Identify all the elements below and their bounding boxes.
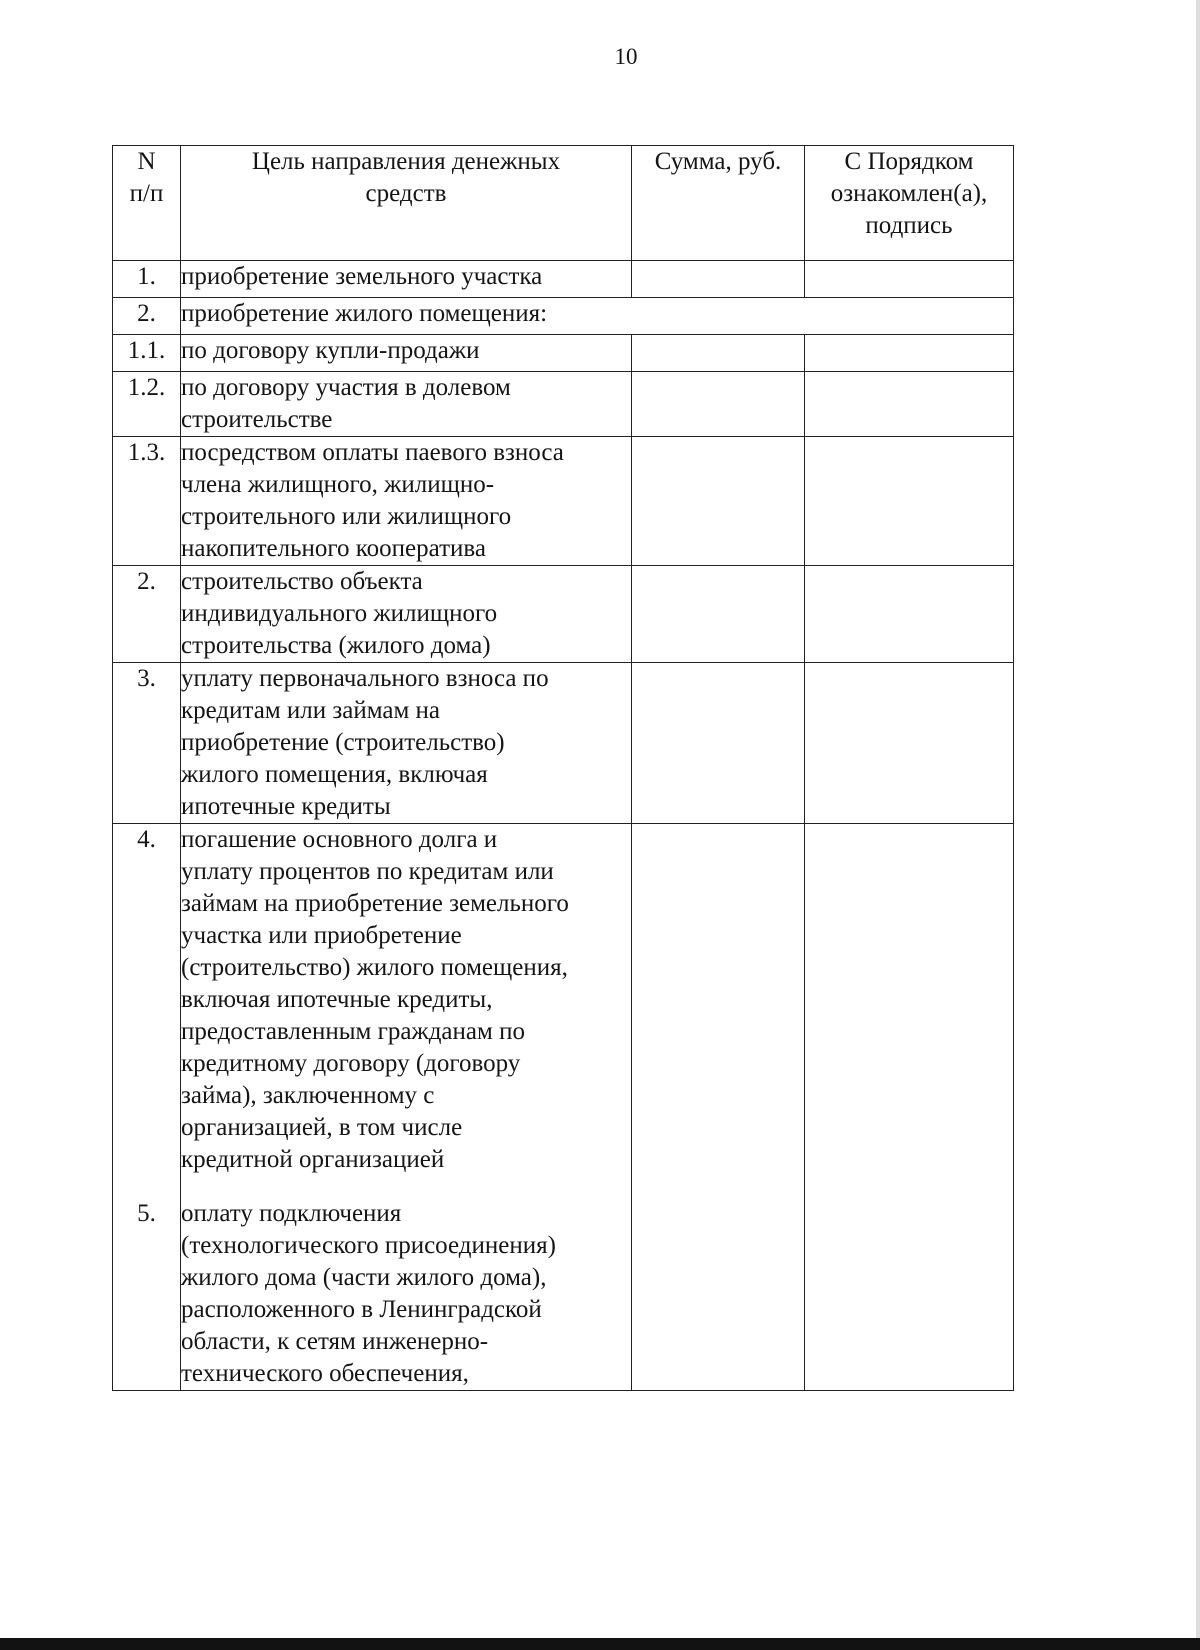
table-header-row — [113, 146, 1014, 261]
table-row — [113, 335, 1014, 372]
signature-cell[interactable] — [805, 824, 1014, 1391]
table-row — [113, 298, 1014, 335]
table-row — [113, 437, 1014, 566]
row-goal-group — [181, 824, 632, 1391]
table-row — [113, 663, 1014, 824]
header-goal: Цель направления денежных средств — [181, 146, 632, 261]
table-row — [113, 372, 1014, 437]
page-edge-shadow — [1196, 0, 1200, 1650]
row-number: 1.2. — [113, 372, 181, 437]
row-number: 4. — [137, 826, 156, 853]
row-goal: приобретение земельного участка — [181, 261, 632, 298]
row-goal: по договору участия в долевом строительстве — [181, 372, 632, 437]
signature-cell[interactable] — [805, 335, 1014, 372]
sum-cell[interactable] — [632, 437, 805, 566]
row-number: 2. — [113, 298, 181, 335]
funds-direction-table — [112, 145, 1014, 1391]
row-number: 2. — [113, 566, 181, 663]
header-number: N п/п — [113, 146, 181, 261]
row-spacer — [113, 856, 180, 1198]
signature-cell[interactable] — [805, 566, 1014, 663]
sum-cell[interactable] — [632, 566, 805, 663]
sum-cell[interactable] — [632, 663, 805, 824]
row-number: 1.1. — [113, 335, 181, 372]
sum-cell[interactable] — [632, 335, 805, 372]
sum-cell[interactable] — [632, 261, 805, 298]
table-row — [113, 566, 1014, 663]
row-number: 1.3. — [113, 437, 181, 566]
row-number: 1. — [113, 261, 181, 298]
signature-cell[interactable] — [805, 261, 1014, 298]
header-signature: С Порядком ознакомлен(а), подпись — [805, 146, 1014, 261]
row-goal: приобретение жилого помещения: — [181, 298, 1014, 335]
row-goal: уплату первоначального взноса по кредитам или займам на приобретение (строительство) жилого помещения, включая ипотечные кредиты — [181, 663, 632, 824]
row-goal: по договору купли-продажи — [181, 335, 632, 372]
table-row-merged — [113, 824, 1014, 1391]
signature-cell[interactable] — [805, 663, 1014, 824]
row-number: 5. — [137, 1200, 156, 1227]
row-spacer — [181, 1176, 631, 1198]
signature-cell[interactable] — [805, 372, 1014, 437]
row-goal: строительство объекта индивидуального жилищного строительства (жилого дома) — [181, 566, 632, 663]
signature-cell[interactable] — [805, 437, 1014, 566]
row-number-group — [113, 824, 181, 1391]
sum-cell[interactable] — [632, 372, 805, 437]
page-number: 10 — [614, 44, 638, 69]
scan-bottom-edge — [0, 1638, 1200, 1650]
row-number: 3. — [113, 663, 181, 824]
row-goal: оплату подключения (технологического присоединения) жилого дома (части жилого дома), расположенного в Ленинградской области, к сетям инженерно- технического обеспечения, — [181, 1200, 556, 1387]
row-goal: погашение основного долга и уплату процентов по кредитам или займам на приобретение земельного участка или приобретение (строительство) жилого помещения, включая ипотечные кредиты, предоставленным гражданам по кредитному договору (договору займа), заключенному с организацией, в том числе кредитной организацией — [181, 826, 569, 1173]
table-row — [113, 261, 1014, 298]
header-sum: Сумма, руб. — [632, 146, 805, 261]
row-goal: посредством оплаты паевого взноса члена жилищного, жилищно- строительного или жилищного накопительного кооператива — [181, 437, 632, 566]
sum-cell[interactable] — [632, 824, 805, 1391]
